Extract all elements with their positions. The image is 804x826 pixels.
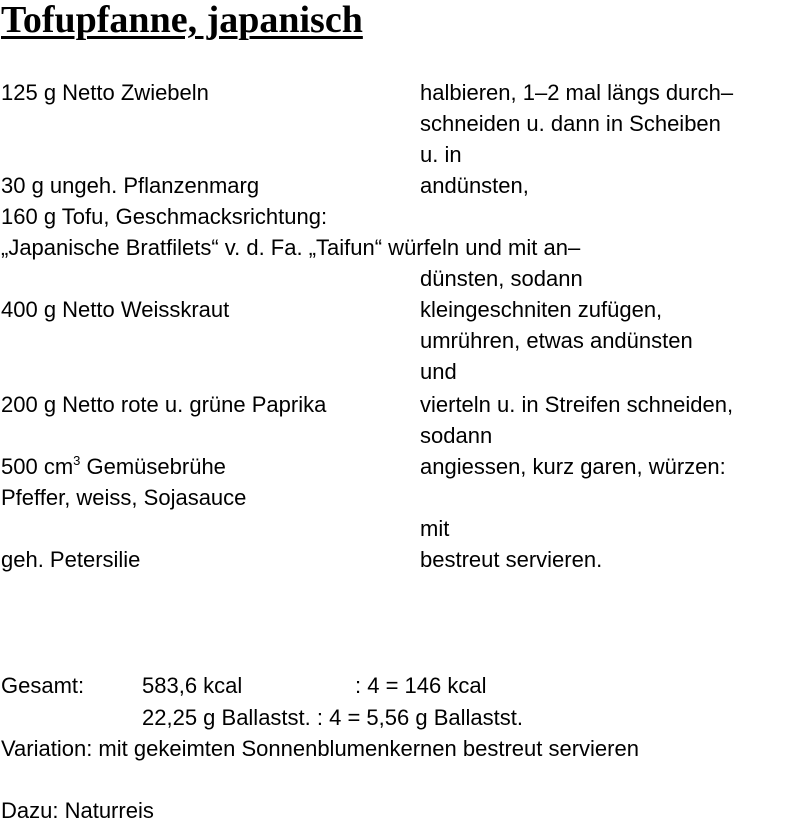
totals-label: Gesamt: — [1, 673, 85, 698]
ingredient-line: 200 g Netto rote u. grüne Paprika — [1, 392, 327, 417]
instruction-line: angiessen, kurz garen, würzen: — [420, 454, 726, 479]
recipe-title: Tofupfanne, japanisch — [1, 0, 363, 41]
instruction-line: vierteln u. in Streifen schneiden, — [420, 392, 734, 417]
instruction-line: kleingeschniten zufügen, — [420, 297, 663, 322]
instruction-line: andünsten, — [420, 173, 529, 198]
ingredient-name: Gemüsebrühe — [80, 454, 226, 479]
ingredient-amount: 500 cm — [1, 454, 74, 479]
instruction-line: halbieren, 1–2 mal längs durch– — [420, 80, 734, 105]
instruction-line: umrühren, etwas andünsten — [420, 328, 693, 353]
instruction-line: sodann — [420, 423, 493, 448]
kcal-per-portion: : 4 = 146 kcal — [355, 673, 487, 698]
total-kcal: 583,6 kcal — [142, 673, 243, 698]
ingredient-line: Pfeffer, weiss, Sojasauce — [1, 485, 247, 510]
side-dish-note: Dazu: Naturreis — [1, 798, 154, 823]
instruction-line: u. in — [420, 142, 462, 167]
variation-note: Variation: mit gekeimten Sonnenblumenkernen bestreut servieren — [1, 736, 639, 761]
ingredient-line: geh. Petersilie — [1, 547, 141, 572]
instruction-line: schneiden u. dann in Scheiben — [420, 111, 721, 136]
unit-superscript: 3 — [73, 452, 81, 468]
ingredient-line — [1, 451, 226, 482]
ingredient-line: 30 g ungeh. Pflanzenmarg — [1, 173, 260, 198]
total-fiber: 22,25 g Ballastst. : 4 = 5,56 g Ballastst. — [142, 705, 523, 730]
instruction-line: dünsten, sodann — [420, 266, 583, 291]
ingredient-line: 160 g Tofu, Geschmacksrichtung: — [1, 204, 328, 229]
instruction-line: und — [420, 359, 457, 384]
ingredient-line: 125 g Netto Zwiebeln — [1, 80, 209, 105]
instruction-line: mit — [420, 516, 450, 541]
ingredient-line: 400 g Netto Weisskraut — [1, 297, 230, 322]
instruction-line: bestreut servieren. — [420, 547, 603, 572]
ingredient-line: „Japanische Bratfilets“ v. d. Fa. „Taifun“ würfeln und mit an– — [1, 235, 581, 260]
